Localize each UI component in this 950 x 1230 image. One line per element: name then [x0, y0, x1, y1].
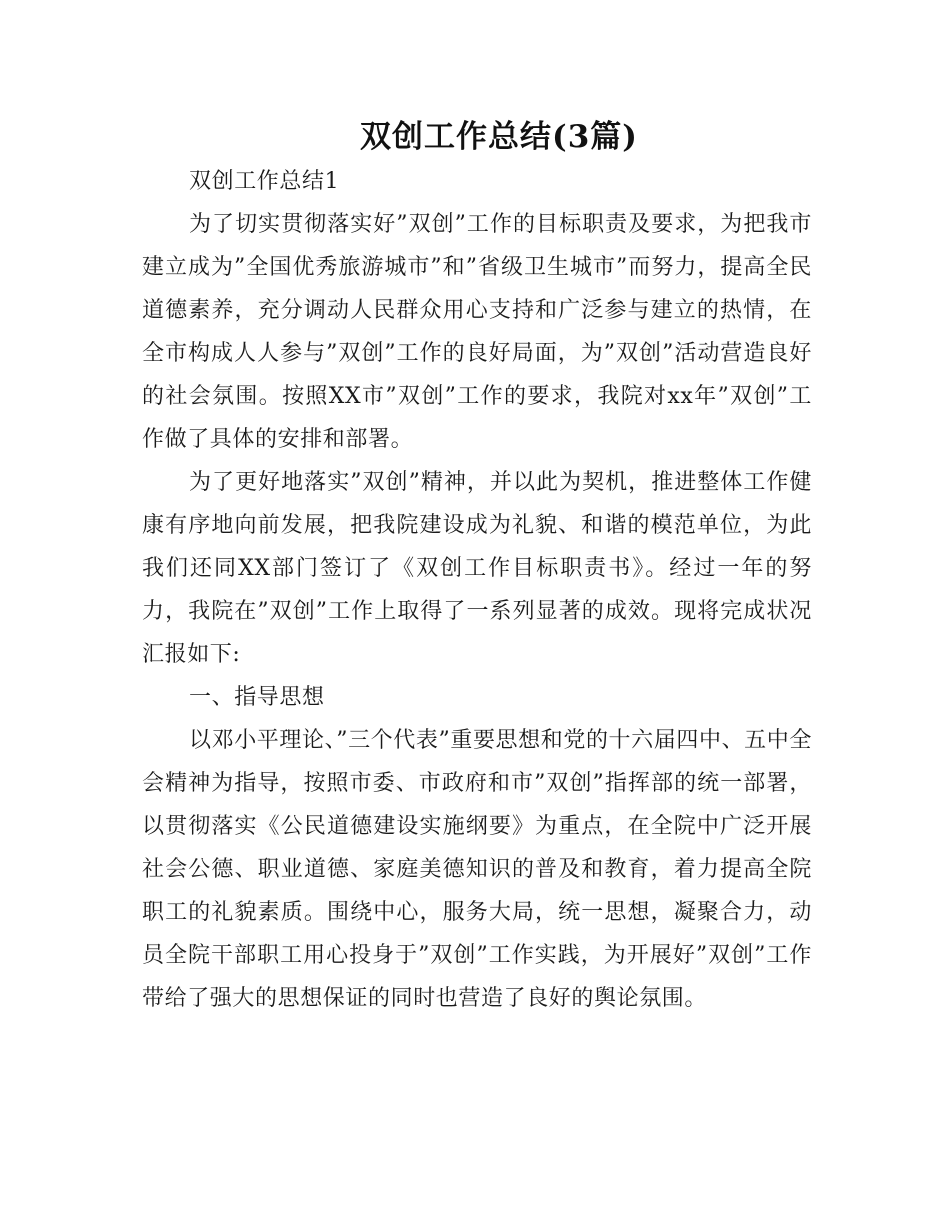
- paragraph-guiding-thought: 以邓小平理论、”三个代表”重要思想和党的十六届四中、五中全会精神为指导，按照市委、市政府和市”双创”指挥部的统一部署，以贯彻落实《公民道德建设实施纲要》为重点，在全院中广泛开展社会公德、职业道德、家庭美德知识的普及和教育，着力提高全院职工的礼貌素质。围绕中心，服务大局，统一思想，凝聚合力，动员全院干部职工用心投身于”双创”工作实践，为开展好”双创”工作带给了强大的思想保证的同时也营造了良好的舆论氛围。: [142, 728, 812, 1011]
- section-heading-1: 双创工作总结1: [189, 169, 340, 194]
- paragraph-progress: 为了更好地落实”双创”精神，并以此为契机，推进整体工作健康有序地向前发展，把我院建设成为礼貌、和谐的模范单位，为此我们还同XX部门签订了《双创工作目标职责书》。经过一年的努力，我院在”双创”工作上取得了一系列显著的成效。现将完成状况汇报如下:: [142, 470, 812, 667]
- document-body: [142, 160, 812, 1020]
- section-heading-guiding-thought: 一、指导思想: [189, 685, 325, 710]
- document-title: 双创工作总结(3篇): [360, 119, 638, 155]
- paragraph-intro: 为了切实贯彻落实好”双创”工作的目标职责及要求，为把我市建立成为”全国优秀旅游城市”和”省级卫生城市”而努力，提高全民道德素养，充分调动人民群众用心支持和广泛参与建立的热情，在全市构成人人参与”双创”工作的良好局面，为”双创”活动营造良好的社会氛围。按照XX市”双创”工作的要求，我院对xx年”双创”工作做了具体的安排和部署。: [142, 212, 812, 452]
